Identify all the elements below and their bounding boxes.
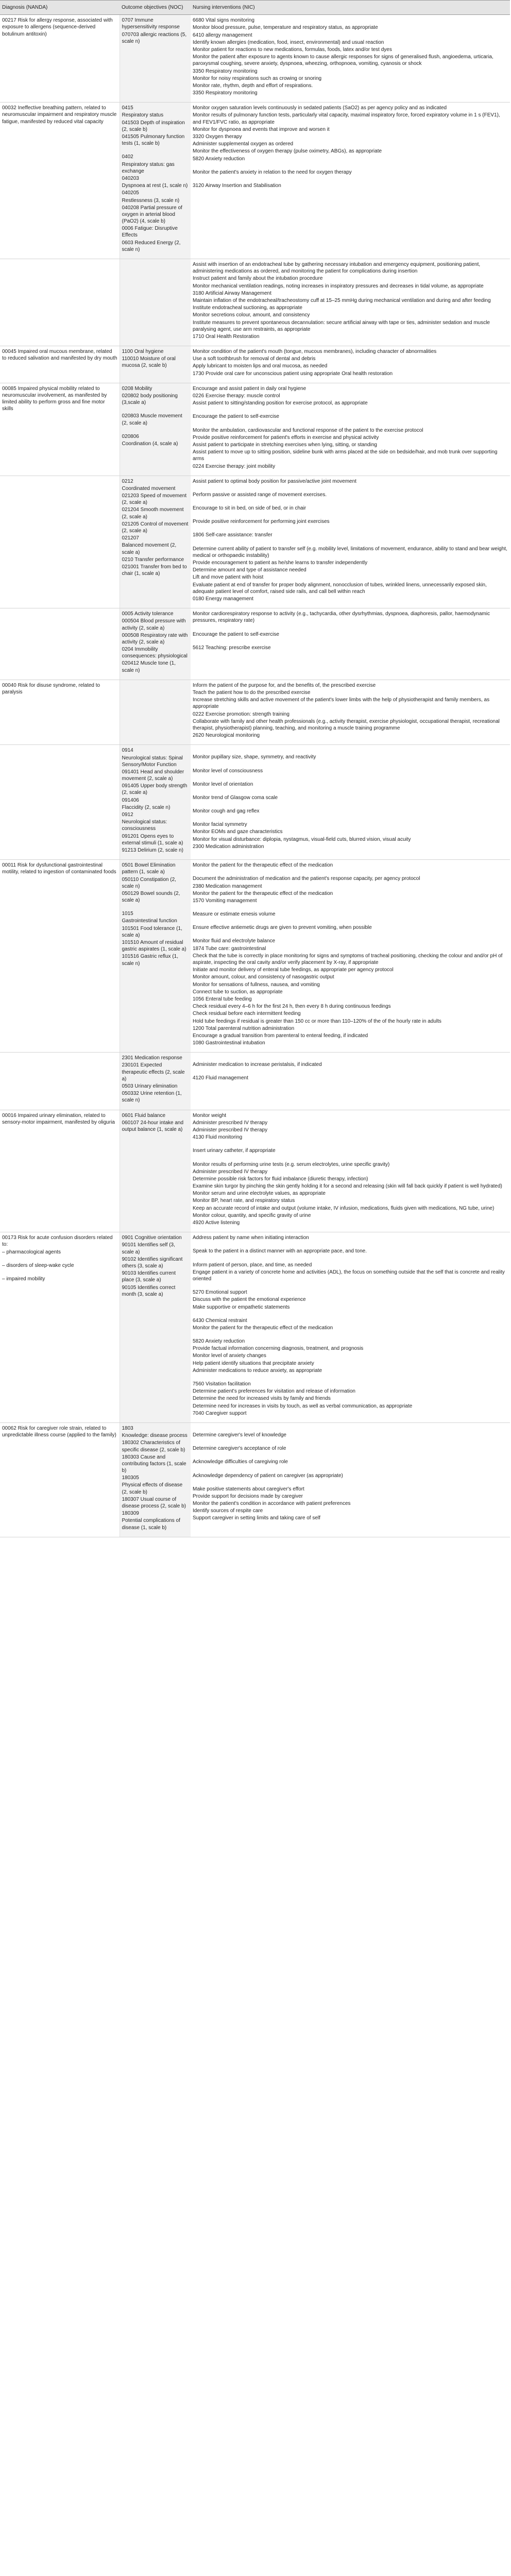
intervention-line: Examine skin turgor by pinching the skin gently holding it for a second and releasing (skin will fall back quickly if patient is well hydrated): [193, 1183, 502, 1190]
outcome-line: 060107 24-hour intake and output balance (1, scale a): [122, 1120, 184, 1132]
table-row: [0, 346, 510, 383]
intervention-line: Instruct patient and family about the intubation procedure: [193, 276, 323, 282]
intervention-line: Monitor cough and gag reflex: [193, 808, 260, 815]
intervention-cell: [191, 346, 510, 383]
intervention-line: Monitor blood pressure, pulse, temperature and respiratory status, as appropriate: [193, 25, 378, 31]
diagnosis-cell: [0, 680, 120, 745]
intervention-line: Assist patient to optimal body position for passive/active joint movement: [193, 478, 356, 484]
header-diagnosis: Diagnosis (NANDA): [0, 1, 120, 15]
outcome-line: 0210 Transfer performance: [122, 556, 184, 563]
diagnosis-line: 00032 Ineffective breathing pattern, related to neuromuscular impairment and respiratory muscle fatigue, manifested by reduced vital capacity: [2, 105, 117, 125]
outcome-cell: [120, 1053, 191, 1110]
intervention-line: Encourage a gradual transition from parenteral to enteral feeding, if indicated: [193, 1032, 368, 1039]
intervention-line: Monitor for visual disturbance: diplopia, nystagmus, visual-field cuts, blurred vision, visual acuity: [193, 836, 411, 842]
intervention-line: Monitor results of performing urine tests (e.g. serum electrolytes, urine specific gravity): [193, 1161, 390, 1167]
intervention-cell: [191, 1053, 510, 1110]
intervention-line: Administer medications to reduce anxiety, as appropriate: [193, 1367, 322, 1374]
intervention-line: Institute measures to prevent spontaneous decannulation: secure artificial airway with tape or ties, administer sedation and muscle paralysing agent, use arm restraints, as appropriate: [193, 319, 490, 332]
outcome-line: Coordinated movement: [122, 485, 176, 492]
intervention-line: Increase stretching skills and active movement of the patient's lower limbs with the help of physiotherapist and family members, as appropriate: [193, 697, 490, 710]
intervention-line: Administer supplemental oxygen as ordered: [193, 141, 294, 147]
intervention-line: Monitor the patient for the therapeutic effect of the medication: [193, 890, 333, 896]
outcome-line: 0914: [122, 748, 133, 754]
outcome-line: 0707 Immune hypersensitivity response: [122, 18, 180, 30]
intervention-line: 5270 Emotional support: [193, 1290, 247, 1296]
outcome-line: 020803 Muscle movement (2, scale a): [122, 413, 182, 426]
outcome-line: 000504 Blood pressure with activity (2, scale a): [122, 618, 186, 631]
intervention-line: Perform passive or assisted range of movement exercises.: [193, 492, 327, 498]
outcome-line: 0501 Bowel Elimination pattern (1, scale a): [122, 862, 176, 875]
intervention-line: Teach the patient how to do the prescribed exercise: [193, 690, 311, 696]
intervention-line: Monitor rate, rhythm, depth and effort of respirations.: [193, 82, 313, 89]
outcome-line: 0603 Reduced Energy (2, scale n): [122, 240, 181, 252]
header-interventions: Nursing interventions (NIC): [191, 1, 510, 15]
outcome-line: Neurological status: Spinal Sensory/Motor Function: [122, 755, 183, 768]
outcome-cell: [120, 103, 191, 259]
intervention-line: Inform patient of person, place, and time, as needed: [193, 1262, 312, 1268]
intervention-line: Determine patient's preferences for visitation and release of information: [193, 1388, 355, 1395]
intervention-line: 3120 Airway Insertion and Stabilisation: [193, 182, 281, 189]
intervention-line: 4130 Fluid monitoring: [193, 1134, 243, 1141]
intervention-line: Monitor results of pulmonary function tests, particularly vital capacity, maximal inspiratory force, forced expiratory volume in 1 s (FEV1), and FEV1/FVC ratio, as appropriate: [193, 112, 500, 125]
outcome-line: 0402: [122, 154, 133, 160]
outcome-cell: [120, 745, 191, 860]
intervention-line: Address patient by name when initiating interaction: [193, 1235, 309, 1241]
diagnosis-cell: [0, 1422, 120, 1537]
outcome-line: 040203: [122, 175, 139, 181]
intervention-line: Assist patient to sitting/standing position for exercise protocol, as appropriate: [193, 400, 368, 406]
diagnosis-cell: [0, 346, 120, 383]
outcome-line: 1803: [122, 1425, 133, 1431]
intervention-line: Make positive statements about caregiver's effort: [193, 1486, 304, 1492]
outcome-cell: [120, 860, 191, 1053]
intervention-line: Monitor pupillary size, shape, symmetry, and reactivity: [193, 754, 316, 760]
outcome-line: 000508 Respiratory rate with activity (2, scale a): [122, 632, 188, 645]
outcome-line: 180303 Cause and contributing factors (1, scale b): [122, 1454, 186, 1474]
intervention-line: Assist with insertion of an endotracheal tube by gathering necessary intubation and emergency equipment, positioning patient, administering medications as ordered, and monitoring the patient for complications during insertion: [193, 262, 481, 275]
intervention-line: Monitor for dyspnoea and events that improve and worsen it: [193, 126, 330, 132]
outcome-line: 101501 Food tolerance (1, scale a): [122, 925, 182, 938]
outcome-line: 070703 allergic reactions (5, scale n): [122, 31, 187, 44]
diagnosis-cell: [0, 608, 120, 680]
diagnosis-cell: [0, 383, 120, 476]
intervention-line: Provide positive reinforcement for performing joint exercises: [193, 519, 330, 525]
outcome-line: Gastrointestinal function: [122, 918, 177, 924]
intervention-line: Monitor the patient for the therapeutic effect of the medication: [193, 1325, 333, 1331]
diagnosis-line: 00016 Impaired urinary elimination, related to sensory-motor impairment, manifested by oliguria: [2, 1112, 115, 1125]
intervention-line: Monitor the patient after exposure to agents known to cause allergic responses for signs of generalised flush, angioedema, urticaria, paroxysmal coughing, severe anxiety, dyspnoea, wheezing, orthopnoea, vomiting, cyanosis or shock: [193, 54, 493, 67]
outcome-line: 091201 Opens eyes to external stimuli (1, scale a): [122, 833, 183, 846]
intervention-line: Monitor fluid and electrolyte balance: [193, 938, 276, 944]
intervention-line: 2380 Medication management: [193, 883, 262, 889]
intervention-line: Maintain inflation of the endotracheal/tracheostomy cuff at 15–25 mmHg during mechanical ventilation and during and after feeding: [193, 297, 491, 303]
intervention-cell: [191, 745, 510, 860]
outcome-line: Balanced movement (2, scale a): [122, 543, 177, 555]
intervention-line: Help patient identify situations that precipitate anxiety: [193, 1360, 314, 1366]
intervention-line: Check residual before each intermittent feeding: [193, 1011, 301, 1017]
intervention-line: 1874 Tube care: gastrointestinal: [193, 945, 266, 952]
intervention-line: Administer prescribed IV therapy: [193, 1168, 268, 1175]
diagnosis-line: – impaired mobility: [2, 1276, 45, 1282]
intervention-line: Monitor level of consciousness: [193, 768, 263, 774]
intervention-cell: [191, 608, 510, 680]
table-row: [0, 680, 510, 745]
intervention-line: 5820 Anxiety reduction: [193, 1338, 245, 1345]
intervention-line: 6410 allergy management: [193, 32, 252, 38]
intervention-line: Monitor level of orientation: [193, 781, 253, 787]
intervention-line: Inform the patient of the purpose for, and the benefits of, the prescribed exercise: [193, 682, 376, 688]
intervention-line: Monitor patient for reactions to new medications, formulas, foods, latex and/or test dyes: [193, 46, 392, 53]
outcome-line: 0212: [122, 478, 133, 484]
intervention-line: Determine caregiver's level of knowledge: [193, 1432, 286, 1438]
intervention-line: Measure or estimate emesis volume: [193, 911, 276, 918]
outcome-line: Potential complications of disease (1, scale b): [122, 1518, 180, 1531]
intervention-line: Monitor EOMs and gaze characteristics: [193, 829, 283, 835]
outcome-line: 180302 Characteristics of specific disease (2, scale b): [122, 1440, 185, 1453]
intervention-cell: [191, 476, 510, 608]
outcome-line: 021205 Control of movement (2, scale a): [122, 521, 189, 534]
diagnosis-cell: [0, 476, 120, 608]
intervention-line: Collaborate with family and other health professionals (e.g., activity therapist, exercise physiologist, occupational therapist, recreational therapist, physiotherapist) planning, teaching, and monitoring a muscle training programme: [193, 718, 500, 731]
outcome-line: Dyspnoea at rest (1, scale n): [122, 183, 188, 189]
intervention-line: Connect tube to suction, as appropriate: [193, 989, 283, 995]
intervention-line: Monitor weight: [193, 1112, 227, 1118]
intervention-line: 3320 Oxygen therapy: [193, 134, 242, 140]
outcome-line: 1100 Oral hygiene: [122, 349, 164, 355]
outcome-line: 021207: [122, 535, 139, 541]
intervention-line: Discuss with the patient the emotional experience: [193, 1297, 306, 1303]
intervention-line: Lift and move patient with hoist: [193, 574, 264, 581]
header-outcomes: Outcome objectives (NOC): [120, 1, 191, 15]
outcome-cell: [120, 476, 191, 608]
diagnosis-cell: [0, 860, 120, 1053]
table-row: [0, 1232, 510, 1423]
outcome-line: Flaccidity (2, scale n): [122, 804, 171, 810]
intervention-line: Monitor oxygen saturation levels continuously in sedated patients (SaO2) as per agency policy and as indicated: [193, 105, 447, 111]
intervention-line: 6680 Vital signs monitoring: [193, 18, 254, 24]
intervention-line: Determine current ability of patient to transfer self (e.g. mobility level, limitations of movement, endurance, ability to stand and bear weight, medical or orthopaedic instability): [193, 546, 507, 558]
intervention-line: Acknowledge dependency of patient on caregiver (as appropriate): [193, 1472, 343, 1479]
diagnosis-line: – disorders of sleep-wake cycle: [2, 1262, 74, 1268]
outcome-line: 0208 Mobility: [122, 385, 152, 392]
outcome-line: 0415: [122, 105, 133, 111]
outcome-line: Neurological status: consciousness: [122, 819, 167, 832]
intervention-line: 1570 Vomiting management: [193, 897, 257, 904]
outcome-cell: [120, 680, 191, 745]
intervention-line: Monitor condition of the patient's mouth (tongue, mucous membranes), including character of abnormalities: [193, 349, 437, 355]
intervention-line: Monitor colour, quantity, and specific gravity of urine: [193, 1212, 311, 1218]
diagnosis-cell: [0, 1110, 120, 1232]
diagnosis-cell: [0, 15, 120, 103]
table-row: [0, 1053, 510, 1110]
intervention-line: Keep an accurate record of intake and output (volume intake, IV infusion, medications, fluids given with medications, NG tube, urine): [193, 1205, 495, 1211]
outcome-line: 230101 Expected therapeutic effects (2, scale a): [122, 1062, 185, 1082]
intervention-line: Administer medication to increase peristalsis, if indicated: [193, 1062, 322, 1068]
intervention-line: Provide factual information concerning diagnosis, treatment, and prognosis: [193, 1346, 364, 1352]
intervention-cell: [191, 1110, 510, 1232]
intervention-line: 1710 Oral Health Restoration: [193, 333, 260, 340]
intervention-line: Monitor the patient's anxiety in relation to the need for oxygen therapy: [193, 169, 352, 175]
intervention-line: Monitor the patient for the therapeutic effect of the medication: [193, 862, 333, 869]
intervention-line: Monitor the patient's condition in accordance with patient preferences: [193, 1501, 351, 1507]
intervention-line: Monitor for noisy respirations such as crowing or snoring: [193, 75, 322, 81]
outcome-line: 110010 Moisture of oral mucosa (2, scale b): [122, 356, 176, 369]
diagnosis-line: 00217 Risk for allergy response, associated with exposure to allergens (sequence-derived botulinum antitoxin): [2, 18, 113, 37]
intervention-cell: [191, 103, 510, 259]
intervention-line: Acknowledge difficulties of caregiving role: [193, 1459, 288, 1465]
intervention-line: 7560 Visitation facilitation: [193, 1381, 251, 1387]
table-row: [0, 103, 510, 259]
outcome-line: 0503 Urinary elimination: [122, 1083, 178, 1089]
outcome-line: 2301 Medication response: [122, 1055, 182, 1061]
outcome-line: 101516 Gastric reflux (1, scale n): [122, 954, 178, 967]
intervention-line: Monitor trend of Glasgow coma scale: [193, 794, 278, 801]
diagnosis-cell: [0, 745, 120, 860]
intervention-cell: [191, 1422, 510, 1537]
intervention-line: 4120 Fluid management: [193, 1075, 248, 1081]
intervention-cell: [191, 15, 510, 103]
intervention-line: Insert urinary catheter, if appropriate: [193, 1148, 276, 1154]
intervention-line: 1056 Enteral tube feeding: [193, 996, 252, 1002]
intervention-line: Determine caregiver's acceptance of role: [193, 1446, 286, 1452]
intervention-line: Make supportive or empathetic statements: [193, 1304, 290, 1310]
intervention-line: Monitor secretions colour, amount, and consistency: [193, 312, 310, 318]
intervention-line: Monitor serum and urine electrolyte values, as appropriate: [193, 1191, 326, 1197]
intervention-line: 1200 Total parenteral nutrition administration: [193, 1025, 295, 1031]
intervention-line: Provide encouragement to patient as he/she learns to transfer independently: [193, 560, 368, 566]
diagnosis-line: 00011 Risk for dysfunctional gastrointestinal motility, related to ingestion of contaminated foods: [2, 862, 116, 875]
outcome-line: 091401 Head and shoulder movement (2, scale a): [122, 769, 184, 782]
outcome-line: 050129 Bowel sounds (2, scale a): [122, 890, 180, 904]
table-body: [0, 15, 510, 1537]
intervention-line: Document the administration of medication and the patient's response capacity, per agency protocol: [193, 876, 420, 882]
outcome-line: 101510 Amount of residual gastric aspirates (1, scale a): [122, 940, 186, 953]
intervention-line: Determine amount and type of assistance needed: [193, 567, 306, 573]
intervention-line: Monitor cardiorespiratory response to activity (e.g., tachycardia, other dysrhythmias, dyspnoea, diaphoresis, pallor, haemodynamic pressures, respiratory rate): [193, 611, 490, 624]
intervention-line: 0222 Exercise promotion: strength training: [193, 711, 289, 717]
intervention-line: Monitor the effectiveness of oxygen therapy (pulse oximetry, ABGs), as appropriate: [193, 148, 382, 155]
intervention-line: 2300 Medication administration: [193, 843, 264, 850]
diagnosis-cell: [0, 103, 120, 259]
outcome-line: 90103 Identifies current place (3, scale a): [122, 1270, 176, 1283]
outcome-line: 050110 Constipation (2, scale n): [122, 876, 176, 889]
outcome-line: 050332 Urine retention (1, scale n): [122, 1091, 182, 1104]
table-row: [0, 745, 510, 860]
outcome-cell: [120, 1232, 191, 1423]
intervention-line: Institute endotracheal suctioning, as appropriate: [193, 305, 302, 311]
intervention-line: Determine the need for increased visits by family and friends: [193, 1396, 331, 1402]
intervention-line: Assist patient to move up to sitting position, sideline bunk with arms placed at the side on bedside/hair, and mob trunk over supporting arms: [193, 449, 498, 462]
outcome-line: Coordination (4, scale a): [122, 440, 178, 447]
outcome-line: 180309: [122, 1511, 139, 1517]
outcome-line: 041503 Depth of inspiration (2, scale b): [122, 120, 185, 132]
intervention-cell: [191, 1232, 510, 1423]
outcome-line: 0006 Fatigue: Disruptive Effects: [122, 226, 178, 239]
intervention-line: Monitor BP, heart rate, and respiratory status: [193, 1198, 295, 1204]
intervention-line: Provide positive reinforcement for patient's efforts in exercise and physical activity: [193, 434, 379, 440]
intervention-line: 0226 Exercise therapy: muscle control: [193, 393, 280, 399]
intervention-line: Administer prescribed IV therapy: [193, 1127, 268, 1133]
intervention-line: Engage patient in a variety of concrete home and activities (ADL), the focus on something outside that the self that is concrete and reality oriented: [193, 1269, 505, 1282]
intervention-line: 5820 Anxiety reduction: [193, 156, 245, 162]
intervention-line: Encourage and assist patient in daily oral hygiene: [193, 385, 306, 392]
intervention-line: Evaluate patient at end of transfer for proper body alignment, nonocclusion of tubes, wrinkled linens, unnecessarily exposed skin, adequate patient level of comfort, raised side rails, and call bell within reach: [193, 582, 487, 595]
table-row: [0, 860, 510, 1053]
intervention-line: Determine possible risk factors for fluid imbalance (diuretic therapy, infection): [193, 1176, 368, 1182]
table-row: [0, 15, 510, 103]
outcome-line: 90105 Identifies correct month (3, scale a): [122, 1284, 176, 1297]
intervention-line: Encourage to sit in bed, on side of bed, or in chair: [193, 505, 306, 512]
outcome-line: 040208 Partial pressure of oxygen in arterial blood (PaO2) (4, scale b): [122, 205, 182, 225]
outcome-line: 041505 Pulmonary function tests (1, scale b): [122, 134, 185, 147]
outcome-line: Restlessness (3, scale n): [122, 197, 180, 204]
diagnosis-cell: [0, 1232, 120, 1423]
intervention-line: Use a soft toothbrush for removal of dental and debris: [193, 356, 316, 362]
outcome-line: 1015: [122, 911, 133, 917]
diagnosis-line: 00040 Risk for disuse syndrome, related to paralysis: [2, 682, 100, 695]
intervention-line: Encourage the patient to self-exercise: [193, 631, 279, 637]
intervention-line: 5612 Teaching: prescribe exercise: [193, 645, 271, 651]
outcome-cell: [120, 15, 191, 103]
table-row: [0, 476, 510, 608]
intervention-line: Identify sources of respite care: [193, 1508, 263, 1514]
outcome-line: 021203 Speed of movement (2, scale a): [122, 493, 187, 506]
outcome-line: 0601 Fluid balance: [122, 1112, 166, 1118]
outcome-line: 90101 Identifies self (3, scale a): [122, 1242, 175, 1255]
intervention-line: Initiate and monitor delivery of enteral tube feedings, as appropriate per agency protocol: [193, 967, 394, 973]
table-row: [0, 1110, 510, 1232]
outcome-line: 020412 Muscle tone (1, scale n): [122, 660, 176, 673]
intervention-cell: [191, 383, 510, 476]
table-header-row: [0, 1, 510, 15]
outcome-line: 021204 Smooth movement (2, scale a): [122, 507, 184, 520]
intervention-line: 1806 Self-care assistance: transfer: [193, 532, 272, 538]
intervention-line: 7040 Caregiver support: [193, 1410, 247, 1416]
table-row: [0, 383, 510, 476]
intervention-line: Monitor for sensations of fullness, nausea, and vomiting: [193, 981, 320, 988]
outcome-line: Respiratory status: [122, 112, 164, 118]
outcome-line: 180307 Usual course of disease process (2, scale b): [122, 1496, 186, 1509]
outcome-line: Knowledge: disease process: [122, 1433, 188, 1439]
intervention-line: Monitor the ambulation, cardiovascular and functional response of the patient to the exercise protocol: [193, 427, 423, 433]
outcome-cell: [120, 346, 191, 383]
intervention-line: Hold tube feedings if residual is greater than 150 cc or more than 110–120% of the of the hourly rate in adults: [193, 1018, 441, 1024]
outcome-line: 90102 Identifies significant others (3, scale a): [122, 1256, 183, 1269]
outcome-line: 0204 Immobility consequences: physiological: [122, 647, 188, 659]
table-row: [0, 1422, 510, 1537]
outcome-line: 091406: [122, 797, 139, 803]
intervention-cell: [191, 680, 510, 745]
intervention-line: Check that the tube is correctly in place monitoring for signs and symptoms of tracheal positioning, checking the colour and and/or pH of aspirate, inspecting the oral cavity and/or verify placement by X-ray, if appropriate: [193, 953, 503, 965]
outcome-cell: [120, 383, 191, 476]
outcome-line: 040205: [122, 190, 139, 196]
intervention-line: 1730 Provide oral care for unconscious patient using appropriate Oral health restoration: [193, 370, 393, 377]
outcome-line: 180305: [122, 1475, 139, 1481]
table-row: [0, 608, 510, 680]
outcome-line: 91213 Delirium (2, scale n): [122, 847, 183, 853]
diagnosis-line: – pharmacological agents: [2, 1249, 61, 1255]
outcome-line: 0901 Cognitive orientation: [122, 1235, 182, 1241]
intervention-line: Determine need for increases in visits by touch, as well as verbal communication, as appropriate: [193, 1403, 413, 1409]
outcome-line: 020806: [122, 433, 139, 439]
intervention-line: 3350 Respiratory monitoring: [193, 68, 258, 74]
intervention-line: Monitor facial symmetry: [193, 822, 247, 828]
intervention-line: Speak to the patient in a distinct manner with an appropriate pace, and tone.: [193, 1248, 367, 1255]
diagnosis-line: 00045 Impaired oral mucous membrane, related to reduced salivation and manifested by dry mouth: [2, 349, 117, 362]
outcome-line: Respiratory status: gas exchange: [122, 161, 175, 174]
intervention-line: 2620 Neurological monitoring: [193, 733, 260, 739]
intervention-line: Provide support for decisions made by caregiver: [193, 1493, 303, 1499]
intervention-line: Identify known allergies (medication, food, insect, environmental) and usual reaction: [193, 39, 384, 45]
intervention-cell: [191, 860, 510, 1053]
outcome-cell: [120, 608, 191, 680]
diagnosis-line: 00173 Risk for acute confusion disorders related to:: [2, 1235, 113, 1248]
intervention-line: 3350 Respiratory monitoring: [193, 90, 258, 96]
intervention-line: 4920 Active listening: [193, 1220, 240, 1226]
intervention-line: Apply lubricant to moisten lips and oral mucosa, as needed: [193, 363, 328, 369]
table-row: [0, 259, 510, 346]
intervention-line: 1080 Gastrointestinal intubation: [193, 1040, 265, 1046]
intervention-line: Assist patient to participate in stretching exercises when lying, sitting, or standing: [193, 442, 377, 448]
outcome-cell: [120, 1422, 191, 1537]
intervention-line: 0180 Energy management: [193, 596, 253, 602]
intervention-line: Support caregiver in setting limits and taking care of self: [193, 1515, 320, 1521]
intervention-line: Monitor amount, colour, and consistency of nasogastric output: [193, 974, 334, 980]
outcome-cell: [120, 259, 191, 346]
diagnosis-line: 00062 Risk for caregiver role strain, related to unpredictable illness course (applied to the family): [2, 1425, 116, 1438]
intervention-line: 0224 Exercise therapy: joint mobility: [193, 463, 276, 469]
outcome-line: 0912: [122, 812, 133, 818]
outcome-cell: [120, 1110, 191, 1232]
intervention-line: Encourage the patient to self-exercise: [193, 414, 279, 420]
intervention-line: Monitor level of anxiety changes: [193, 1353, 266, 1359]
intervention-line: Administer prescribed IV therapy: [193, 1120, 268, 1126]
intervention-cell: [191, 259, 510, 346]
outcome-line: 0005 Activity tolerance: [122, 611, 174, 617]
outcome-line: 021001 Transfer from bed to chair (1, scale a): [122, 564, 187, 577]
intervention-line: Monitor mechanical ventilation readings, noting increases in inspiratory pressures and decreases in tidal volume, as appropriate: [193, 283, 484, 289]
outcome-line: 091405 Upper body strength (2, scale a): [122, 783, 188, 796]
intervention-line: Ensure effective antiemetic drugs are given to prevent vomiting, when possible: [193, 925, 372, 931]
intervention-line: Check residual every 4–6 h for the first 24 h, then every 8 h during continuous feedings: [193, 1004, 391, 1010]
diagnosis-cell: [0, 259, 120, 346]
outcome-line: Physical effects of disease (2, scale b): [122, 1482, 183, 1495]
intervention-line: 6430 Chemical restraint: [193, 1317, 247, 1324]
diagnosis-cell: [0, 1053, 120, 1110]
outcome-line: 020802 body positioning (3,scale a): [122, 393, 178, 406]
diagnosis-line: 00085 Impaired physical mobility related to neuromuscular involvement, as manifested by limited ability to perform gross and fine motor skills: [2, 385, 107, 412]
intervention-line: 3180 Artificial Airway Management: [193, 290, 271, 296]
